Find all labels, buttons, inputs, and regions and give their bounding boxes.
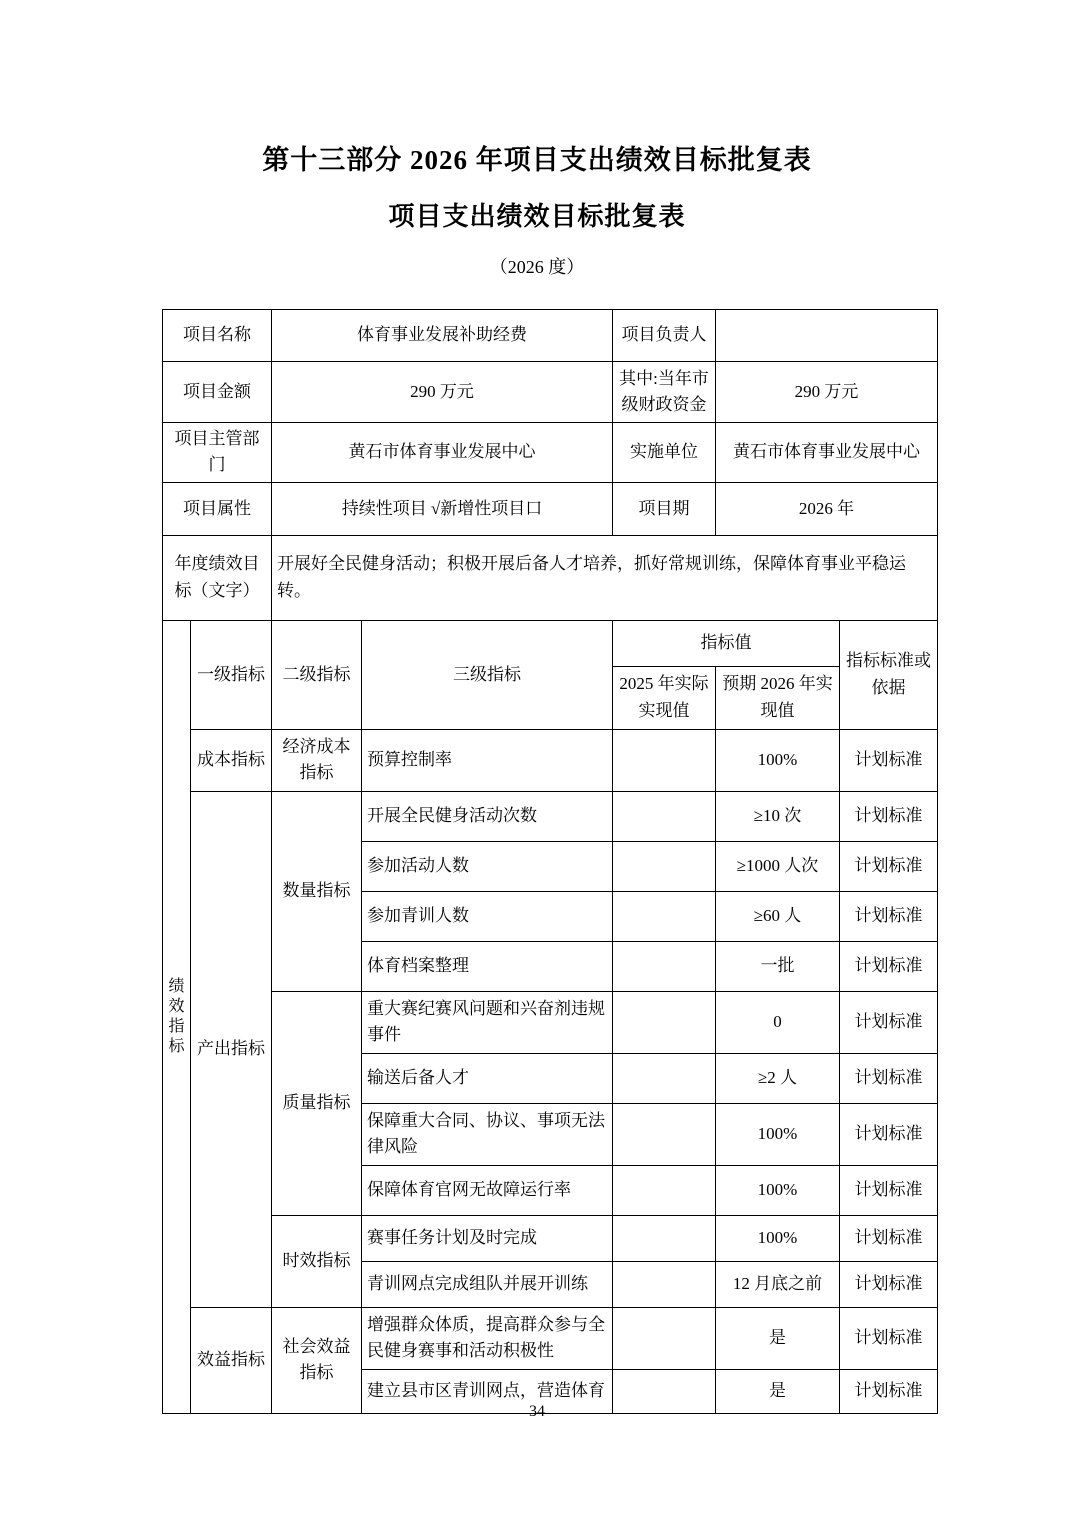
header-value-group: 指标值 — [613, 620, 840, 666]
indicator-standard: 计划标准 — [840, 991, 938, 1053]
indicator-value-2025 — [613, 1103, 716, 1165]
indicator-value-2025 — [613, 891, 716, 941]
indicator-level3: 保障重大合同、协议、事项无法律风险 — [362, 1103, 613, 1165]
project-amount-value: 290 万元 — [272, 362, 613, 423]
indicator-value-2026: 是 — [716, 1369, 840, 1413]
header-standard: 指标标准或依据 — [840, 620, 938, 729]
project-name-value: 体育事业发展补助经费 — [272, 310, 613, 362]
indicator-value-2026: 0 — [716, 991, 840, 1053]
project-attribute-label: 项目属性 — [163, 482, 272, 535]
indicator-value-2026: 12 月底之前 — [716, 1261, 840, 1307]
performance-target-table — [162, 309, 938, 1414]
project-leader-label: 项目负责人 — [613, 310, 716, 362]
indicator-value-2026: ≥1000 人次 — [716, 841, 840, 891]
indicator-level2: 时效指标 — [272, 1215, 362, 1307]
project-leader-value — [716, 310, 938, 362]
indicator-standard: 计划标准 — [840, 841, 938, 891]
indicator-level2: 质量指标 — [272, 991, 362, 1215]
annual-goal-text: 开展好全民健身活动；积极开展后备人才培养，抓好常规训练，保障体育事业平稳运转。 — [272, 535, 938, 620]
indicator-level3: 重大赛纪赛风问题和兴奋剂违规事件 — [362, 991, 613, 1053]
indicator-standard: 计划标准 — [840, 791, 938, 841]
implementing-unit-value: 黄石市体育事业发展中心 — [716, 423, 938, 483]
indicator-level1: 效益指标 — [191, 1307, 272, 1413]
annual-goal-label: 年度绩效目标（文字） — [163, 535, 272, 620]
indicator-standard: 计划标准 — [840, 941, 938, 991]
city-funds-value: 290 万元 — [716, 362, 938, 423]
indicator-level3: 建立县市区青训网点，营造体育 — [362, 1369, 613, 1413]
indicator-value-2026: 100% — [716, 1165, 840, 1215]
project-name-label: 项目名称 — [163, 310, 272, 362]
page-number: 34 — [529, 1403, 545, 1420]
indicator-value-2026: 是 — [716, 1307, 840, 1369]
indicator-value-2025 — [613, 1215, 716, 1261]
indicator-value-2025 — [613, 1165, 716, 1215]
indicator-value-2025 — [613, 941, 716, 991]
table-row — [163, 1215, 938, 1261]
indicator-value-2026: 100% — [716, 1215, 840, 1261]
header-level2: 二级指标 — [272, 620, 362, 729]
indicator-level3: 输送后备人才 — [362, 1053, 613, 1103]
header-level3: 三级指标 — [362, 620, 613, 729]
table-row — [163, 535, 938, 620]
indicator-level3: 赛事任务计划及时完成 — [362, 1215, 613, 1261]
indicator-value-2025 — [613, 991, 716, 1053]
table-row — [163, 423, 938, 483]
indicator-standard: 计划标准 — [840, 729, 938, 791]
table-row — [163, 991, 938, 1053]
competent-dept-label: 项目主管部门 — [163, 423, 272, 483]
indicator-level3: 参加青训人数 — [362, 891, 613, 941]
indicator-level3: 保障体育官网无故障运行率 — [362, 1165, 613, 1215]
indicator-value-2026: 100% — [716, 729, 840, 791]
table-title: 项目支出绩效目标批复表 — [388, 202, 686, 232]
indicator-level3: 青训网点完成组队并展开训练 — [362, 1261, 613, 1307]
indicator-standard: 计划标准 — [840, 1053, 938, 1103]
indicator-value-2025 — [613, 1307, 716, 1369]
indicator-level1: 成本指标 — [191, 729, 272, 791]
indicator-value-2025 — [613, 791, 716, 841]
project-period-label: 项目期 — [613, 482, 716, 535]
performance-indicator-side-label: 绩效指标 — [163, 620, 191, 1413]
header-value-2025: 2025 年实际实现值 — [613, 666, 716, 729]
indicator-level2: 社会效益指标 — [272, 1307, 362, 1413]
indicator-level3: 增强群众体质，提高群众参与全民健身赛事和活动积极性 — [362, 1307, 613, 1369]
table-row — [163, 482, 938, 535]
header-value-2026: 预期 2026 年实现值 — [716, 666, 840, 729]
indicator-standard: 计划标准 — [840, 1369, 938, 1413]
project-attribute-value: 持续性项目 √新增性项目口 — [272, 482, 613, 535]
indicator-value-2026: 100% — [716, 1103, 840, 1165]
indicator-standard: 计划标准 — [840, 1261, 938, 1307]
header-level1: 一级指标 — [191, 620, 272, 729]
indicator-standard: 计划标准 — [840, 1215, 938, 1261]
indicator-standard: 计划标准 — [840, 1103, 938, 1165]
indicator-value-2025 — [613, 729, 716, 791]
competent-dept-value: 黄石市体育事业发展中心 — [272, 423, 613, 483]
indicator-value-2025 — [613, 1261, 716, 1307]
indicator-value-2026: ≥60 人 — [716, 891, 840, 941]
indicator-level1: 产出指标 — [191, 791, 272, 1307]
project-period-value: 2026 年 — [716, 482, 938, 535]
table-row — [163, 620, 938, 666]
indicator-value-2026: ≥10 次 — [716, 791, 840, 841]
indicator-standard: 计划标准 — [840, 1307, 938, 1369]
indicator-standard: 计划标准 — [840, 891, 938, 941]
indicator-value-2025 — [613, 841, 716, 891]
indicator-value-2026: ≥2 人 — [716, 1053, 840, 1103]
indicator-level3: 参加活动人数 — [362, 841, 613, 891]
table-row — [163, 729, 938, 791]
implementing-unit-label: 实施单位 — [613, 423, 716, 483]
indicator-level2: 经济成本指标 — [272, 729, 362, 791]
project-amount-label: 项目金额 — [163, 362, 272, 423]
indicator-standard: 计划标准 — [840, 1165, 938, 1215]
table-row — [163, 791, 938, 841]
indicator-level3: 开展全民健身活动次数 — [362, 791, 613, 841]
table-row — [163, 362, 938, 423]
indicator-value-2026: 一批 — [716, 941, 840, 991]
table-subtitle: （2026 度） — [489, 257, 585, 278]
table-row — [163, 310, 938, 362]
document-title: 第十三部分 2026 年项目支出绩效目标批复表 — [262, 145, 812, 175]
indicator-level3: 体育档案整理 — [362, 941, 613, 991]
indicator-level3: 预算控制率 — [362, 729, 613, 791]
indicator-level2: 数量指标 — [272, 791, 362, 991]
city-funds-label: 其中:当年市级财政资金 — [613, 362, 716, 423]
indicator-value-2025 — [613, 1053, 716, 1103]
table-row — [163, 1307, 938, 1369]
